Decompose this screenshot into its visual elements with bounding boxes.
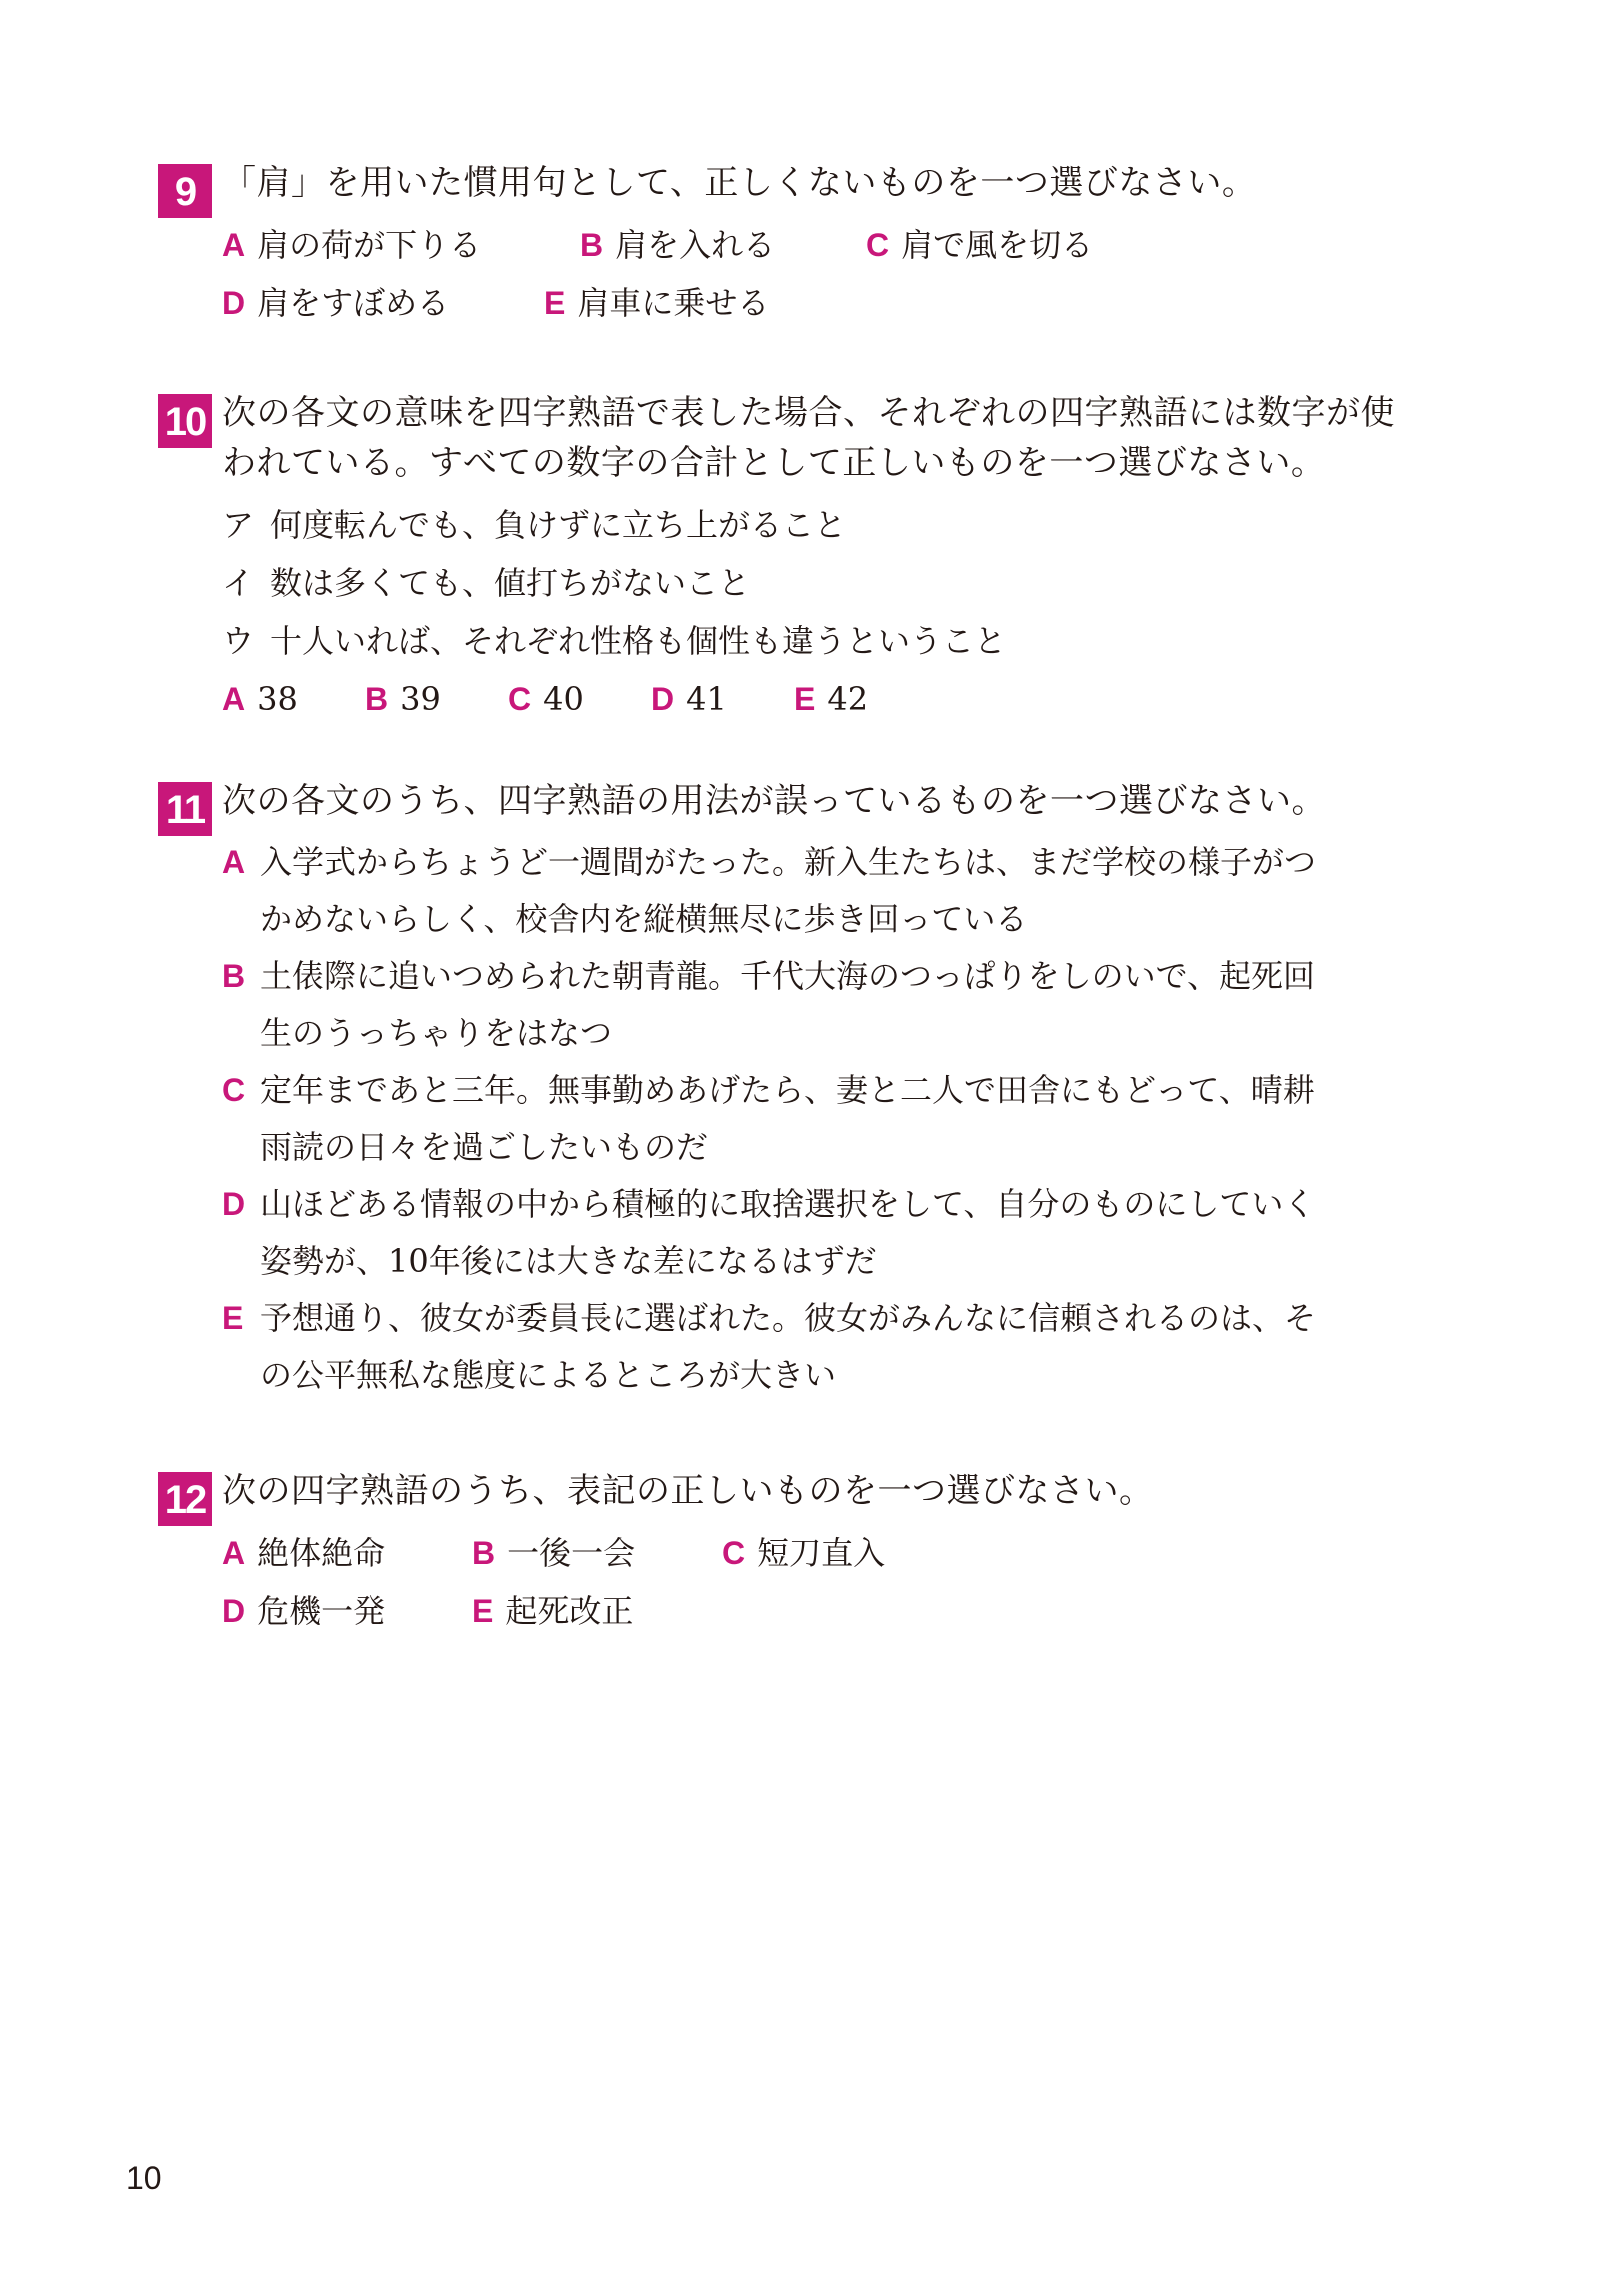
question-header — [158, 158, 1458, 214]
option-letter: C — [222, 1072, 246, 1108]
question-12 — [158, 1466, 1458, 1640]
option-row — [222, 1524, 1458, 1582]
option-letter: E — [222, 1300, 244, 1336]
option-text-line-1: 土俵際に追いつめられた朝青龍。千代大海のつっぱりをしのいで、起死回 — [260, 957, 1316, 995]
question-number-badge: 9 — [158, 164, 212, 218]
page-number: 10 — [126, 2160, 162, 2196]
option-text: 41 — [686, 680, 727, 718]
option-text: 短刀直入 — [757, 1534, 886, 1572]
option-b — [222, 948, 1458, 1062]
question-header — [158, 388, 1458, 488]
option-text: 肩をすぼめる — [257, 284, 450, 322]
option-text — [260, 834, 1458, 948]
option-text — [260, 1176, 1458, 1290]
option-c — [222, 1062, 1458, 1176]
option-c — [722, 1524, 885, 1582]
option-a — [222, 670, 365, 728]
option-letter: B — [365, 681, 389, 717]
option-b — [472, 1524, 722, 1582]
item-mark: ア — [222, 506, 255, 544]
question-number-badge: 11 — [158, 782, 212, 836]
option-text-line-1: 入学式からちょうど一週間がたった。新入生たちは、まだ学校の様子がつ — [260, 843, 1317, 881]
option-text: 肩車に乗せる — [577, 284, 770, 322]
option-e — [472, 1582, 633, 1640]
option-text: 38 — [257, 680, 298, 718]
option-c — [866, 216, 1093, 274]
option-letter: D — [651, 681, 675, 717]
option-text: 39 — [400, 680, 441, 718]
question-options — [158, 1524, 1458, 1640]
option-letter: A — [222, 227, 246, 263]
option-letter: B — [472, 1535, 496, 1571]
option-text — [260, 948, 1458, 1062]
option-a — [222, 1524, 472, 1582]
question-prompt-line-1: 次の各文の意味を四字熟語で表した場合、それぞれの四字熟語には数字が使 — [222, 393, 1395, 433]
option-row — [222, 216, 1458, 274]
question-options — [158, 216, 1458, 332]
option-text-line-1: 定年まであと三年。無事勤めあげたら、妻と二人で田舎にもどって、晴耕 — [260, 1071, 1315, 1109]
item-u — [222, 612, 1458, 670]
option-row — [222, 274, 1458, 332]
question-10 — [158, 388, 1458, 728]
option-text: 絶体絶命 — [257, 1534, 386, 1572]
option-text-line-1: 山ほどある情報の中から積極的に取捨選択をして、自分のものにしていく — [260, 1185, 1316, 1223]
question-header — [158, 1466, 1458, 1522]
option-text-line-2: かめないらしく、校舎内を縦横無尽に歩き回っている — [260, 900, 1028, 938]
option-text: 危機一発 — [257, 1592, 386, 1630]
option-letter: D — [222, 285, 246, 321]
option-text — [260, 1062, 1458, 1176]
option-text-line-2: の公平無私な態度によるところが大きい — [260, 1356, 837, 1394]
option-text-line-2: 生のうっちゃりをはなつ — [260, 1014, 613, 1052]
option-b — [365, 670, 508, 728]
option-text: 一後一会 — [507, 1534, 636, 1572]
option-text: 40 — [543, 680, 584, 718]
question-items — [158, 496, 1458, 728]
item-mark: イ — [222, 564, 255, 602]
question-prompt: 次の四字熟語のうち、表記の正しいものを一つ選びなさい。 — [222, 1471, 1154, 1511]
option-e — [222, 1290, 1458, 1404]
option-a — [222, 216, 580, 274]
option-row — [222, 1582, 1458, 1640]
option-text-line-2: 雨読の日々を過ごしたいものだ — [260, 1128, 709, 1166]
option-letter: A — [222, 844, 246, 880]
question-11 — [158, 776, 1458, 1404]
item-text: 十人いれば、それぞれ性格も個性も違うということ — [270, 622, 1007, 660]
item-a — [222, 496, 1458, 554]
option-d — [222, 1582, 472, 1640]
option-text-line-2: 姿勢が、10年後には大きな差になるはずだ — [260, 1242, 877, 1280]
option-letter: B — [222, 958, 246, 994]
option-e — [794, 670, 868, 728]
item-text: 何度転んでも、負けずに立ち上がること — [270, 506, 847, 544]
question-9 — [158, 158, 1458, 332]
option-letter: C — [508, 681, 532, 717]
option-letter: E — [794, 681, 816, 717]
option-e — [544, 274, 769, 332]
question-prompt: 次の各文のうち、四字熟語の用法が誤っているものを一つ選びなさい。 — [222, 781, 1326, 821]
option-text: 肩を入れる — [615, 226, 776, 264]
option-a — [222, 834, 1458, 948]
option-d — [651, 670, 794, 728]
question-header — [158, 776, 1458, 832]
option-letter: E — [472, 1593, 494, 1629]
option-b — [580, 216, 866, 274]
item-mark: ウ — [222, 622, 255, 660]
question-options — [158, 834, 1458, 1404]
option-text-line-1: 予想通り、彼女が委員長に選ばれた。彼女がみんなに信頼されるのは、そ — [260, 1299, 1317, 1337]
option-text — [260, 1290, 1458, 1404]
option-d — [222, 274, 544, 332]
option-text: 42 — [827, 680, 869, 718]
option-row — [222, 670, 1458, 728]
option-letter: B — [580, 227, 604, 263]
question-prompt-line-2: われている。すべての数字の合計として正しいものを一つ選びなさい。 — [222, 443, 1326, 483]
option-letter: C — [722, 1535, 746, 1571]
option-d — [222, 1176, 1458, 1290]
question-number-badge: 12 — [158, 1472, 212, 1526]
option-c — [508, 670, 651, 728]
option-letter: A — [222, 1535, 246, 1571]
option-letter: D — [222, 1186, 246, 1222]
option-letter: A — [222, 681, 246, 717]
item-i — [222, 554, 1458, 612]
question-number-badge: 10 — [158, 394, 212, 448]
question-prompt: 「肩」を用いた慣用句として、正しくないものを一つ選びなさい。 — [222, 163, 1257, 203]
option-text: 肩の荷が下りる — [257, 226, 482, 264]
option-text: 起死改正 — [505, 1592, 634, 1630]
option-letter: D — [222, 1593, 246, 1629]
item-text: 数は多くても、値打ちがないこと — [270, 564, 751, 602]
option-letter: E — [544, 285, 566, 321]
option-text: 肩で風を切る — [901, 226, 1094, 264]
option-letter: C — [866, 227, 890, 263]
